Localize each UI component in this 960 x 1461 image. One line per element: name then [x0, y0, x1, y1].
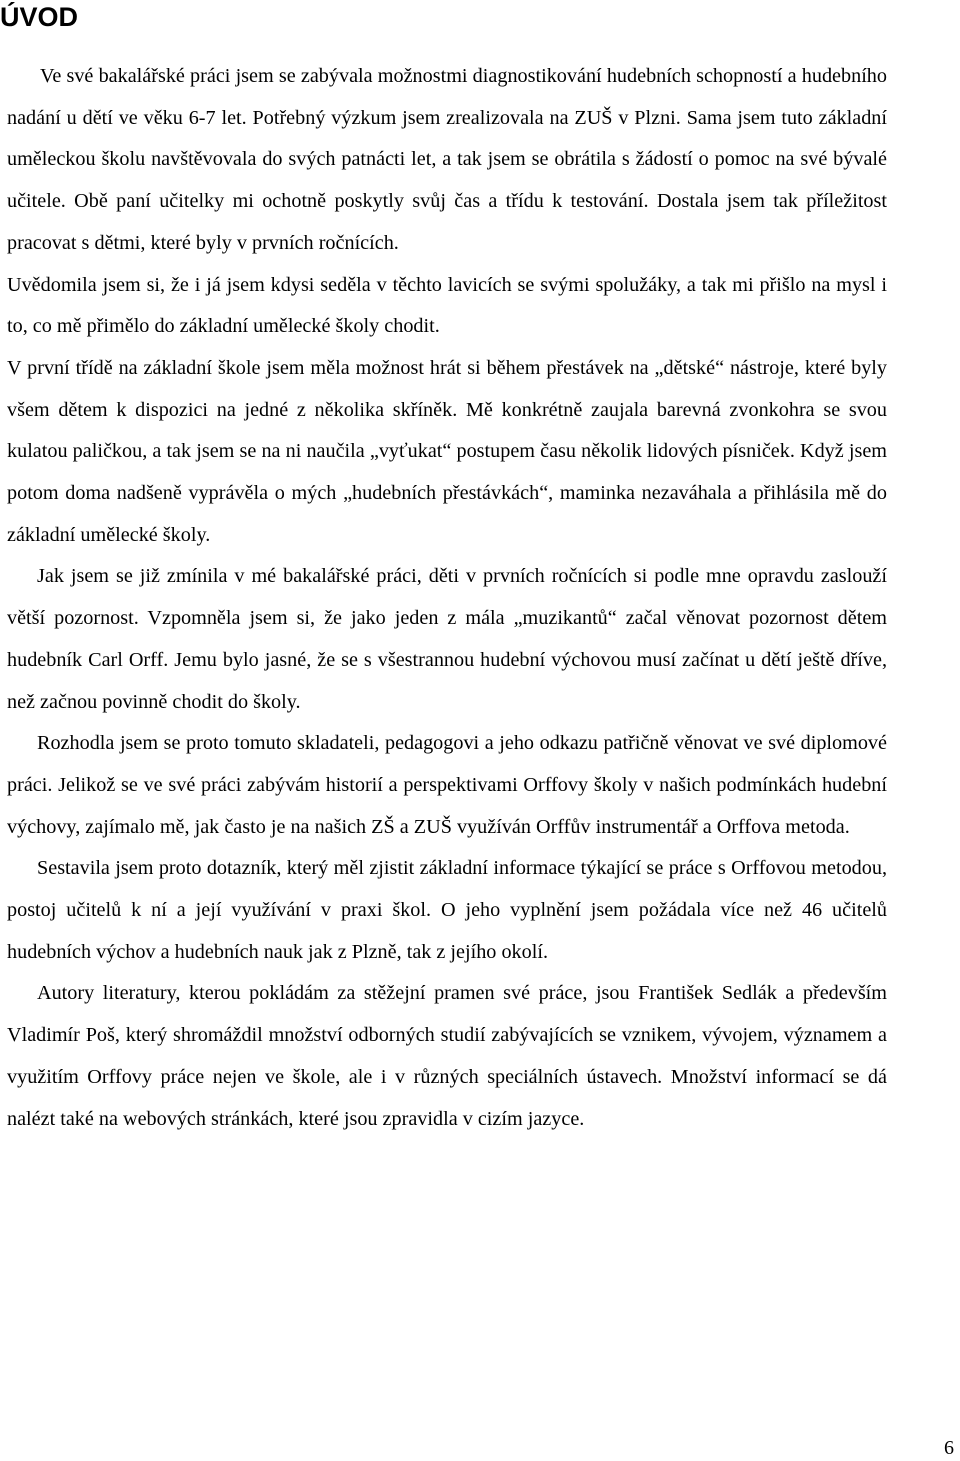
paragraph-3: V první třídě na základní škole jsem měla možnost hrát si během přestávek na „dětské“ nástroje, které byly všem dětem k dispozici na jedné z několika skříněk. Mě konkrétně zaujala barevná zvonkohra se svou kulatou paličkou, a tak jsem se na ni naučila „vyťukat“ postupem času několik lidových písniček. Když jsem potom doma nadšeně vyprávěla o mých „hudebních přestávkách“, maminka nezaváhala a přihlásila mě do základní umělecké školy. — [7, 356, 887, 546]
body-text — [7, 56, 887, 1140]
page-number: 6 — [944, 1437, 954, 1459]
page-title: ÚVOD — [0, 2, 79, 32]
paragraph-5: Rozhodla jsem se proto tomuto skladateli, pedagogovi a jeho odkazu patřičně věnovat ve své diplomové práci. Jelikož se ve své práci zabývám historií a perspektivami Orffovy školy v našich podmínkách hudební výchovy, zajímalo mě, jak často je na našich ZŠ a ZUŠ využíván Orffův instrumentář a Orffova metoda. — [7, 732, 887, 838]
paragraph-7: Autory literatury, kterou pokládám za stěžejní pramen své práce, jsou František Sedlák a především Vladimír Poš, který shromáždil množství odborných studií zabývajících se vznikem, vývojem, významem a využitím Orffovy práce nejen ve škole, ale i v různých speciálních ústavech. Množství informací se dá nalézt také na webových stránkách, které jsou zpravidla v cizím jazyce. — [7, 982, 887, 1130]
paragraph-1: Ve své bakalářské práci jsem se zabývala možnostmi diagnostikování hudebních schopností a hudebního nadání u dětí ve věku 6-7 let. Potřebný výzkum jsem zrealizovala na ZUŠ v Plzni. Sama jsem tuto základní uměleckou školu navštěvovala do svých patnácti let, a tak jsem se obrátila s žádostí o pomoc na své bývalé učitele. Obě paní učitelky mi ochotně poskytly svůj čas a třídu k testování. Dostala jsem tak příležitost pracovat s dětmi, které byly v prvních ročnících. — [7, 65, 887, 254]
paragraph-2: Uvědomila jsem si, že i já jsem kdysi seděla v těchto lavicích se svými spolužáky, a tak mi přišlo na mysl i to, co mě přimělo do základní umělecké školy chodit. — [7, 273, 887, 338]
paragraph-4: Jak jsem se již zmínila v mé bakalářské práci, děti v prvních ročnících si podle mne opravdu zaslouží větší pozornost. Vzpomněla jsem si, že jako jeden z mála „muzikantů“ začal věnovat pozornost dětem hudebník Carl Orff. Jemu bylo jasné, že se s všestrannou hudební výchovou musí začínat u dětí ještě dříve, než začnou povinně chodit do školy. — [7, 565, 887, 713]
paragraph-6: Sestavila jsem proto dotazník, který měl zjistit základní informace týkající se práce s Orffovou metodou, postoj učitelů k ní a její využívání v praxi škol. O jeho vyplnění jsem požádala více než 46 učitelů hudebních výchov a hudebních nauk jak z Plzně, tak z jejího okolí. — [7, 857, 887, 963]
